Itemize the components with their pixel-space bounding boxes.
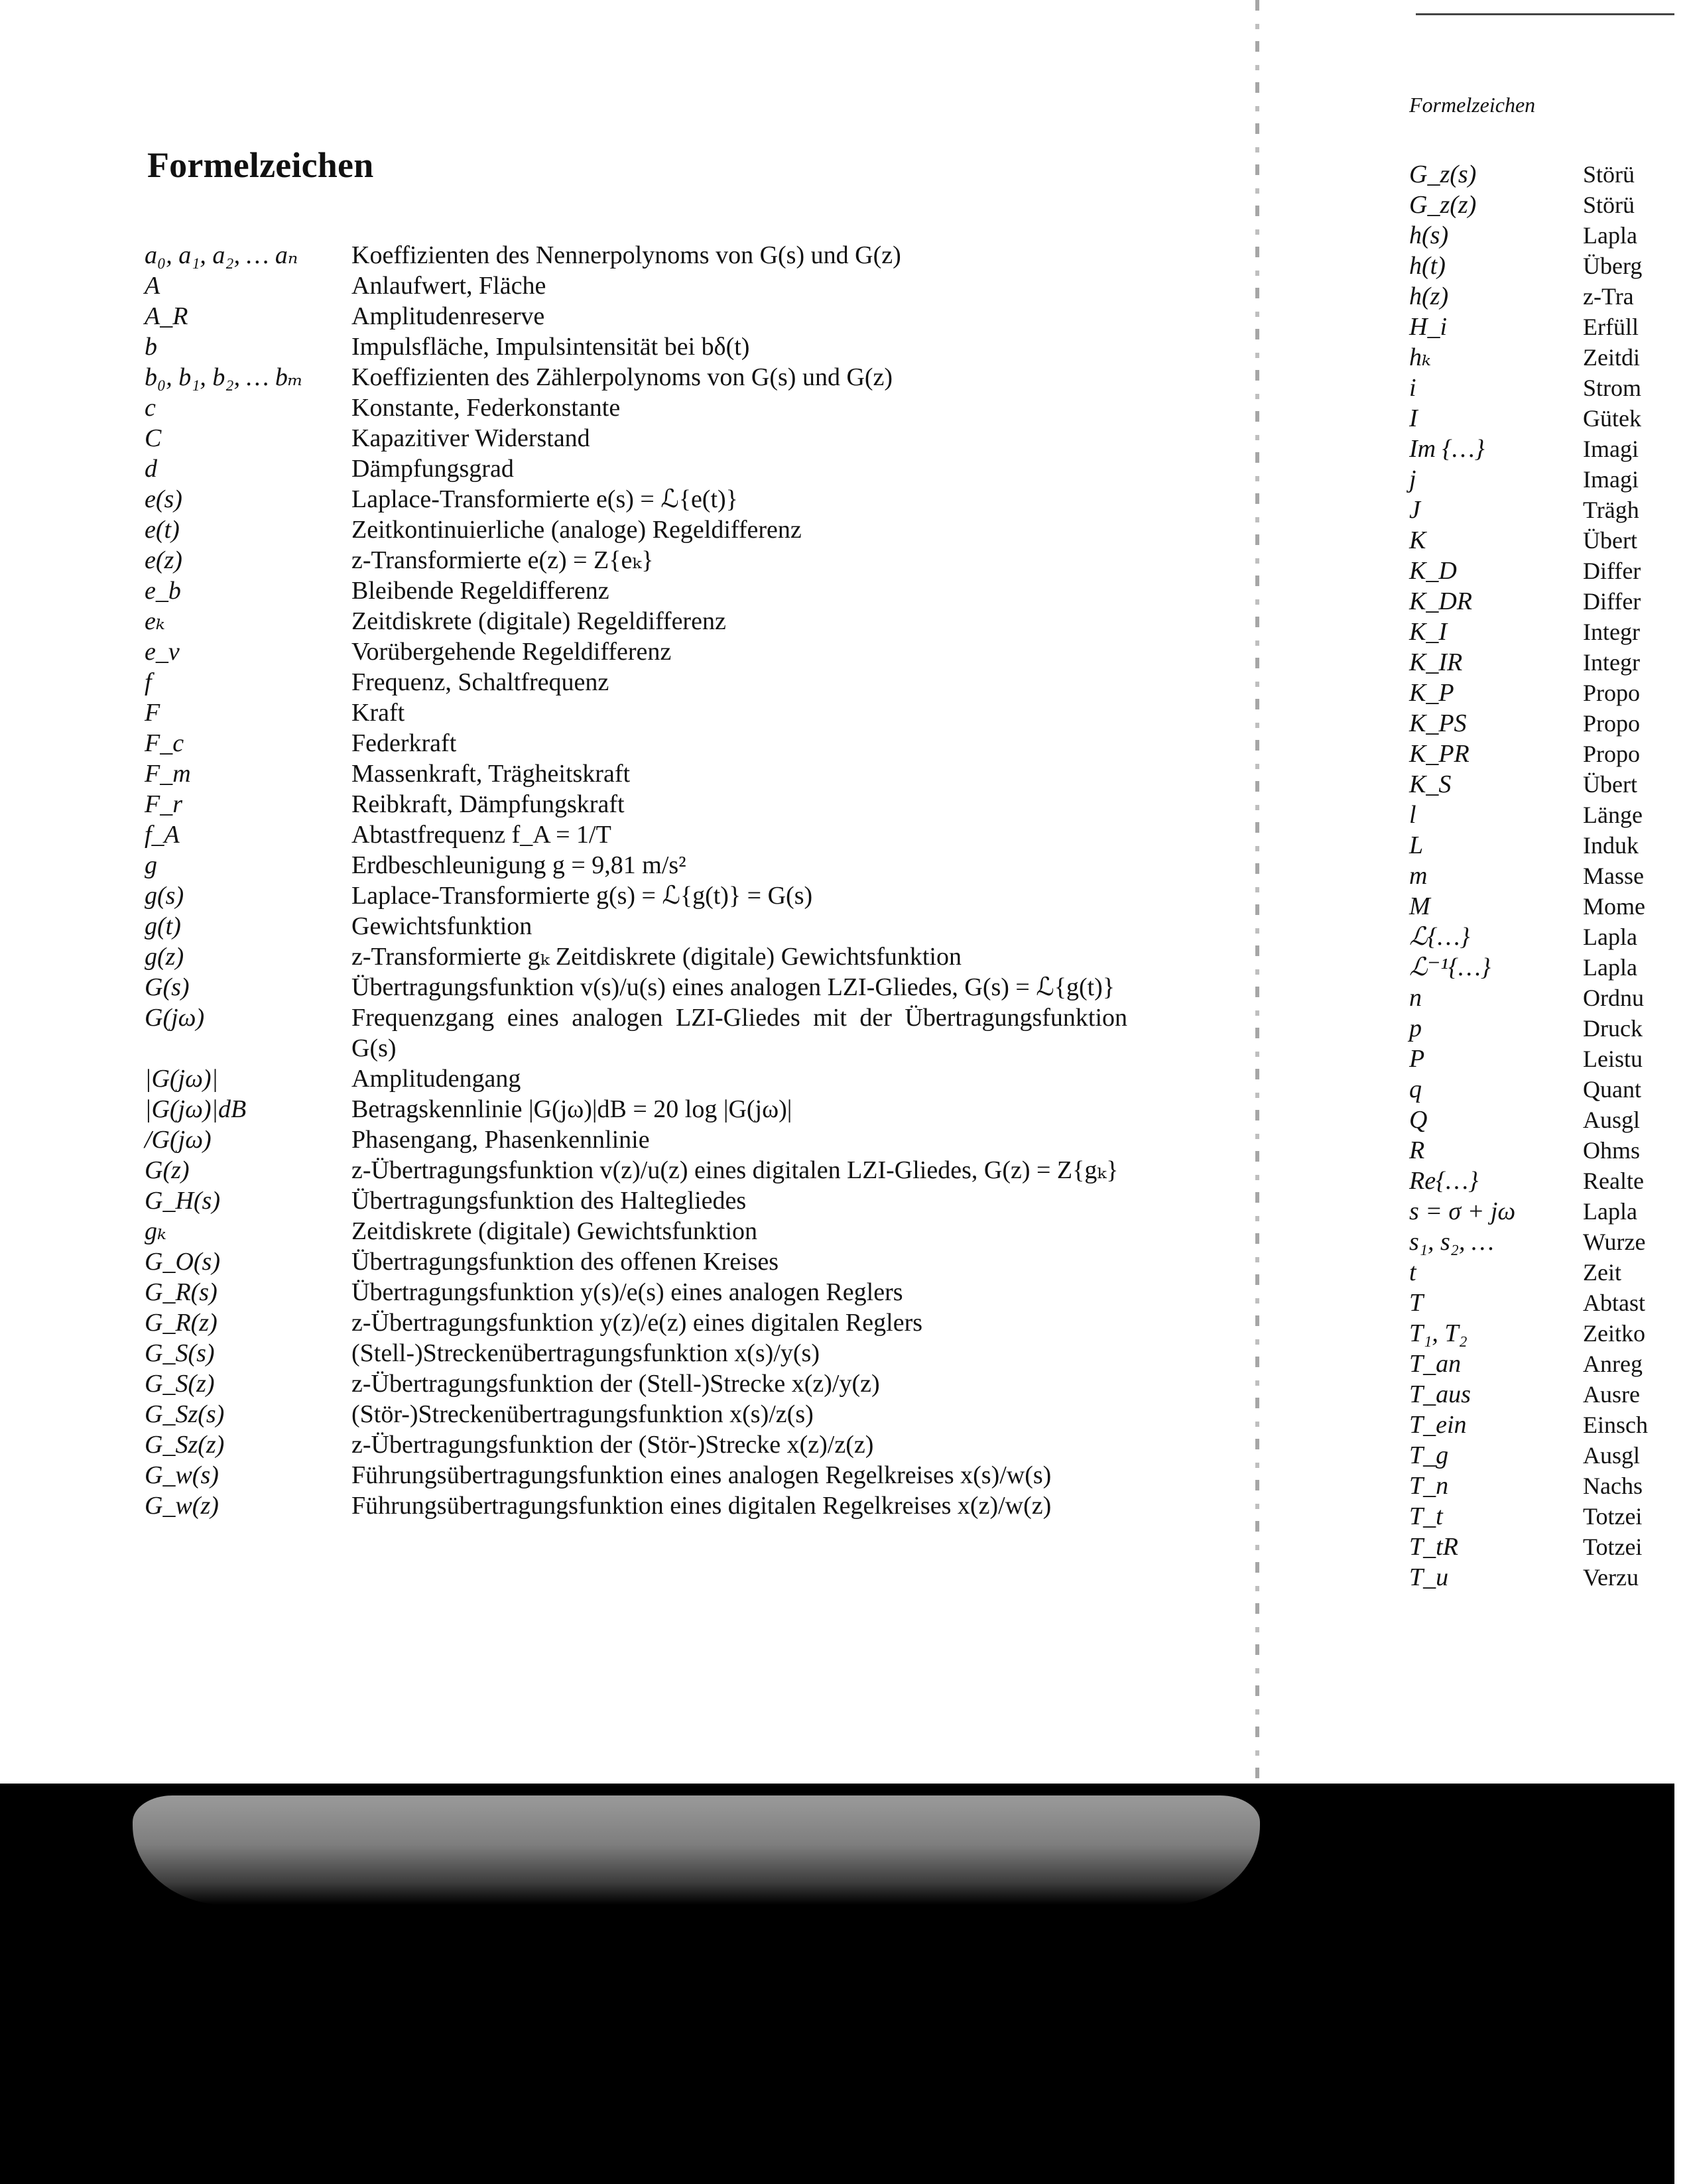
- symbol-entry: [1409, 1074, 1691, 1105]
- symbol-entry: [1409, 647, 1691, 678]
- symbol-list: [133, 240, 1127, 1521]
- symbol-entry: [133, 1246, 1127, 1277]
- symbol-entry: [133, 454, 1127, 484]
- symbol: c: [145, 394, 156, 422]
- symbol: K_PS: [1409, 709, 1467, 737]
- symbol: G_S(z): [145, 1370, 215, 1398]
- symbol-entry: [133, 515, 1127, 545]
- symbol: d: [145, 455, 157, 483]
- symbol-entry: [133, 606, 1127, 637]
- symbol-entry: [133, 545, 1127, 576]
- symbol-entry: [133, 850, 1127, 880]
- symbol-entry: [133, 819, 1127, 850]
- symbol-description: Leistu: [1583, 1046, 1643, 1072]
- symbol-description: Führungsübertragungsfunktion eines analogen Regelkreises x(s)/w(s): [351, 1461, 1052, 1489]
- symbol: G_O(s): [145, 1248, 220, 1276]
- symbol: G_H(s): [145, 1187, 220, 1215]
- symbol-description: Laplace-Transformierte e(s) = ℒ{e(t)}: [351, 485, 738, 513]
- symbol: M: [1409, 892, 1430, 920]
- symbol-entry: [133, 698, 1127, 728]
- symbol-description: Übert: [1583, 527, 1637, 554]
- symbol-entry: [1409, 1318, 1691, 1349]
- symbol: T_n: [1409, 1472, 1449, 1500]
- symbol-entry: [133, 728, 1127, 758]
- symbol-entry: [1409, 159, 1691, 190]
- symbol-description: z-Übertragungsfunktion v(z)/u(z) eines digitalen LZI-Gliedes, G(z) = Z{gₖ}: [351, 1156, 1119, 1184]
- symbol: P: [1409, 1045, 1425, 1073]
- symbol: g: [145, 851, 157, 879]
- symbol: K: [1409, 526, 1426, 554]
- symbol-entry: [133, 1094, 1127, 1124]
- symbol: p: [1409, 1014, 1422, 1042]
- symbol-entry: [133, 240, 1127, 271]
- symbol-entry: [1409, 495, 1691, 525]
- symbol-entry: [1409, 617, 1691, 647]
- symbol: G_z(z): [1409, 191, 1477, 219]
- symbol: b: [145, 333, 157, 361]
- symbol-entry: [133, 576, 1127, 606]
- symbol-description: z-Übertragungsfunktion y(z)/e(z) eines digitalen Reglers: [351, 1309, 923, 1337]
- symbol-description: z-Übertragungsfunktion der (Stör-)Strecke x(z)/z(z): [351, 1431, 874, 1459]
- symbol: ℒ⁻¹{…}: [1409, 953, 1491, 981]
- symbol-entry: [133, 1338, 1127, 1368]
- symbol: g(s): [145, 882, 184, 910]
- symbol-description: Totzei: [1583, 1534, 1643, 1560]
- symbol-entry: [133, 1429, 1127, 1460]
- symbol-description: Amplitudenreserve: [351, 302, 545, 330]
- symbol-entry: [1409, 952, 1691, 983]
- symbol-description: Wurze: [1583, 1229, 1646, 1255]
- symbol-entry: [133, 362, 1127, 393]
- symbol-description: Erdbeschleunigung g = 9,81 m/s²: [351, 851, 686, 879]
- symbol: F_r: [145, 790, 182, 818]
- symbol: T_g: [1409, 1441, 1449, 1469]
- symbol-description: Induk: [1583, 832, 1639, 859]
- symbol-description: Zeitdi: [1583, 344, 1640, 371]
- symbol-description: Übertragungsfunktion des Haltegliedes: [351, 1187, 747, 1215]
- symbol: |G(jω)|: [145, 1065, 219, 1093]
- symbol-entry: [1409, 1013, 1691, 1044]
- symbol-description: Strom: [1583, 375, 1642, 401]
- symbol: T_ein: [1409, 1411, 1467, 1439]
- symbol-description: Störü: [1583, 161, 1635, 188]
- symbol: n: [1409, 984, 1422, 1012]
- running-header: Formelzeichen: [1409, 93, 1536, 117]
- symbol: R: [1409, 1136, 1425, 1164]
- symbol: j: [1409, 465, 1416, 493]
- symbol-entry: [1409, 1135, 1691, 1166]
- symbol: G_w(z): [145, 1492, 219, 1520]
- symbol-description: Quant: [1583, 1076, 1641, 1103]
- symbol-description: Differ: [1583, 558, 1641, 584]
- symbol: F_c: [145, 729, 184, 757]
- symbol-entry: [133, 972, 1127, 1002]
- symbol: K_P: [1409, 679, 1454, 707]
- symbol-entry: [1409, 464, 1691, 495]
- header-rule: [1416, 13, 1691, 15]
- symbol-entry: [133, 667, 1127, 698]
- symbol: G(z): [145, 1156, 190, 1184]
- symbol: G(s): [145, 973, 190, 1001]
- symbol-list-right: [1409, 159, 1691, 1593]
- symbol: F: [145, 699, 160, 727]
- symbol-description: Bleibende Regeldifferenz: [351, 577, 609, 605]
- symbol: Q: [1409, 1106, 1428, 1134]
- symbol-description: z-Transformierte e(z) = Z{eₖ}: [351, 546, 654, 574]
- symbol-description: Amplitudengang: [351, 1065, 521, 1093]
- symbol-entry: [133, 393, 1127, 423]
- symbol-description: Gütek: [1583, 405, 1641, 432]
- symbol: i: [1409, 374, 1416, 402]
- symbol: F_m: [145, 760, 191, 788]
- symbol: T₁, T₂: [1409, 1319, 1468, 1347]
- symbol: H_i: [1409, 313, 1447, 341]
- symbol: f: [145, 668, 152, 696]
- symbol: h(t): [1409, 252, 1446, 280]
- symbol-description: (Stör-)Streckenübertragungsfunktion x(s)/z(s): [351, 1400, 814, 1428]
- symbol: |G(jω)|dB: [145, 1095, 247, 1123]
- symbol-description: z-Transformierte gₖ Zeitdiskrete (digitale) Gewichtsfunktion: [351, 943, 962, 971]
- symbol-description: Anreg: [1583, 1351, 1643, 1377]
- symbol-description: (Stell-)Streckenübertragungsfunktion x(s)/y(s): [351, 1339, 820, 1367]
- symbol: e(s): [145, 485, 182, 513]
- symbol-description: Störü: [1583, 192, 1635, 218]
- symbol: e(z): [145, 546, 182, 574]
- symbol: A_R: [145, 302, 188, 330]
- symbol-entry: [1409, 1471, 1691, 1501]
- symbol-entry: [1409, 1410, 1691, 1440]
- symbol: G_R(s): [145, 1278, 218, 1306]
- symbol-entry: [1409, 1562, 1691, 1593]
- symbol-entry: [1409, 403, 1691, 434]
- symbol: T_aus: [1409, 1380, 1471, 1408]
- symbol-entry: [1409, 739, 1691, 769]
- symbol: s₁, s₂, …: [1409, 1228, 1494, 1256]
- symbol-entry: [133, 1277, 1127, 1307]
- symbol: gₖ: [145, 1217, 166, 1245]
- symbol-description: Zeitdiskrete (digitale) Regeldifferenz: [351, 607, 726, 635]
- symbol-entry: [1409, 1227, 1691, 1257]
- symbol-description: Ausgl: [1583, 1107, 1641, 1133]
- symbol-description: Konstante, Federkonstante: [351, 394, 621, 422]
- symbol: T_t: [1409, 1502, 1443, 1530]
- symbol: A: [145, 272, 160, 300]
- symbol-entry: [133, 637, 1127, 667]
- symbol-entry: [1409, 769, 1691, 800]
- symbol-description: Frequenzgang eines analogen LZI-Gliedes mit der Übertragungsfunktion G(s): [351, 1004, 1127, 1062]
- symbol-entry: [133, 1185, 1127, 1216]
- symbol-entry: [1409, 1532, 1691, 1562]
- symbol: t: [1409, 1258, 1416, 1286]
- symbol-description: Zeitkontinuierliche (analoge) Regeldifferenz: [351, 516, 802, 544]
- symbol-entry: [133, 758, 1127, 789]
- symbol-description: Gewichtsfunktion: [351, 912, 532, 940]
- symbol-description: Zeit: [1583, 1259, 1621, 1286]
- symbol-description: Lapla: [1583, 924, 1637, 950]
- symbol-description: Lapla: [1583, 222, 1637, 249]
- symbol-description: Dämpfungsgrad: [351, 455, 514, 483]
- symbol-entry: [133, 880, 1127, 911]
- symbol-description: Federkraft: [351, 729, 457, 757]
- symbol: K_I: [1409, 618, 1447, 646]
- symbol: G(jω): [145, 1004, 205, 1032]
- symbol-entry: [133, 1155, 1127, 1185]
- symbol: m: [1409, 862, 1428, 890]
- symbol: e_v: [145, 638, 180, 666]
- symbol-description: Mome: [1583, 893, 1645, 920]
- symbol-entry: [1409, 708, 1691, 739]
- symbol-entry: [133, 423, 1127, 454]
- symbol: q: [1409, 1075, 1422, 1103]
- symbol: G_R(z): [145, 1309, 218, 1337]
- symbol-entry: [133, 1002, 1127, 1063]
- symbol-description: Totzei: [1583, 1503, 1643, 1530]
- symbol-entry: [133, 1490, 1127, 1521]
- symbol-entry: [1409, 1105, 1691, 1135]
- symbol-description: Masse: [1583, 863, 1644, 889]
- symbol: hₖ: [1409, 343, 1431, 371]
- symbol: Re{…}: [1409, 1167, 1479, 1195]
- scan-blur-band: [133, 1795, 1260, 1905]
- symbol-description: Kraft: [351, 699, 405, 727]
- symbol-entry: [133, 789, 1127, 819]
- symbol: G_Sz(s): [145, 1400, 225, 1428]
- symbol-description: Übert: [1583, 771, 1637, 798]
- symbol: K_S: [1409, 770, 1452, 798]
- symbol-entry: [133, 1460, 1127, 1490]
- symbol: G_z(s): [1409, 160, 1477, 188]
- symbol-description: Frequenz, Schaltfrequenz: [351, 668, 609, 696]
- symbol-description: Nachs: [1583, 1473, 1643, 1499]
- symbol-description: Übertragungsfunktion des offenen Kreises: [351, 1248, 779, 1276]
- symbol-entry: [1409, 1288, 1691, 1318]
- symbol-entry: [1409, 1379, 1691, 1410]
- symbol-description: Laplace-Transformierte g(s) = ℒ{g(t)} = G(s): [351, 882, 813, 910]
- symbol-description: Integr: [1583, 649, 1640, 676]
- symbol-description: Reibkraft, Dämpfungskraft: [351, 790, 625, 818]
- symbol: C: [145, 424, 162, 452]
- symbol-entry: [1409, 800, 1691, 830]
- symbol-description: Koeffizienten des Zählerpolynoms von G(s) und G(z): [351, 363, 893, 391]
- symbol: T_tR: [1409, 1533, 1458, 1561]
- symbol-entry: [1409, 220, 1691, 251]
- symbol-description: Zeitko: [1583, 1320, 1645, 1347]
- page-title: Formelzeichen: [147, 145, 374, 185]
- symbol: K_IR: [1409, 648, 1463, 676]
- symbol-description: Überg: [1583, 253, 1643, 279]
- right-page: [1257, 0, 1691, 1790]
- symbol-entry: [133, 301, 1127, 332]
- symbol-description: Länge: [1583, 802, 1643, 828]
- symbol: K_D: [1409, 557, 1457, 585]
- symbol-entry: [133, 1399, 1127, 1429]
- symbol-description: Zeitdiskrete (digitale) Gewichtsfunktion: [351, 1217, 758, 1245]
- symbol: f_A: [145, 821, 180, 849]
- symbol-entry: [133, 271, 1127, 301]
- symbol-description: Einsch: [1583, 1412, 1648, 1438]
- symbol-entry: [1409, 830, 1691, 861]
- symbol-entry: [133, 332, 1127, 362]
- symbol-entry: [1409, 281, 1691, 312]
- symbol-entry: [133, 1063, 1127, 1094]
- symbol-description: Realte: [1583, 1168, 1644, 1194]
- symbol-description: Imagi: [1583, 436, 1639, 462]
- symbol-entry: [1409, 1440, 1691, 1471]
- symbol: Im {…}: [1409, 435, 1485, 463]
- symbol: e(t): [145, 516, 180, 544]
- symbol-entry: [133, 1216, 1127, 1246]
- symbol-description: Imagi: [1583, 466, 1639, 493]
- symbol: G_w(s): [145, 1461, 219, 1489]
- symbol-entry: [1409, 342, 1691, 373]
- symbol-description: Propo: [1583, 710, 1641, 737]
- symbol-entry: [1409, 251, 1691, 281]
- symbol: T_u: [1409, 1563, 1449, 1591]
- symbol-entry: [1409, 1166, 1691, 1196]
- symbol-description: Differ: [1583, 588, 1641, 615]
- symbol-description: Massenkraft, Trägheitskraft: [351, 760, 631, 788]
- scan-edge: [1674, 0, 1691, 2184]
- symbol-description: Trägh: [1583, 497, 1639, 523]
- symbol-description: Übertragungsfunktion v(s)/u(s) eines analogen LZI-Gliedes, G(s) = ℒ{g(t)}: [351, 973, 1115, 1001]
- symbol-entry: [1409, 434, 1691, 464]
- symbol: L: [1409, 831, 1424, 859]
- symbol-description: Anlaufwert, Fläche: [351, 272, 546, 300]
- symbol-entry: [133, 1124, 1127, 1155]
- symbol: T_an: [1409, 1350, 1462, 1378]
- symbol-description: Lapla: [1583, 954, 1637, 981]
- symbol-description: Propo: [1583, 680, 1641, 706]
- symbol-entry: [1409, 190, 1691, 220]
- symbol: a₀, a₁, a₂, … aₙ: [145, 241, 298, 269]
- symbol-description: Übertragungsfunktion y(s)/e(s) eines analogen Reglers: [351, 1278, 903, 1306]
- symbol: K_PR: [1409, 740, 1470, 768]
- symbol-description: Impulsfläche, Impulsintensität bei bδ(t): [351, 333, 750, 361]
- symbol-entry: [1409, 373, 1691, 403]
- symbol: g(t): [145, 912, 181, 940]
- symbol: h(s): [1409, 221, 1449, 249]
- symbol-description: Druck: [1583, 1015, 1643, 1042]
- symbol: e_b: [145, 577, 181, 605]
- symbol: h(z): [1409, 282, 1449, 310]
- symbol-entry: [133, 484, 1127, 515]
- symbol: g(z): [145, 943, 184, 971]
- symbol-entry: [133, 941, 1127, 972]
- symbol-description: Betragskennlinie |G(jω)|dB = 20 log |G(jω)|: [351, 1095, 792, 1123]
- symbol: G_Sz(z): [145, 1431, 225, 1459]
- symbol: l: [1409, 801, 1416, 829]
- symbol-entry: [1409, 861, 1691, 891]
- symbol-entry: [1409, 1349, 1691, 1379]
- symbol-description: Abtast: [1583, 1290, 1645, 1316]
- symbol-description: Kapazitiver Widerstand: [351, 424, 590, 452]
- symbol-entry: [1409, 678, 1691, 708]
- symbol-description: Propo: [1583, 741, 1641, 767]
- symbol-description: Verzu: [1583, 1564, 1639, 1591]
- symbol-description: Erfüll: [1583, 314, 1639, 340]
- symbol-entry: [1409, 1501, 1691, 1532]
- symbol-entry: [1409, 525, 1691, 556]
- symbol-description: z-Übertragungsfunktion der (Stell-)Strecke x(z)/y(z): [351, 1370, 880, 1398]
- symbol-description: Koeffizienten des Nennerpolynoms von G(s) und G(z): [351, 241, 901, 269]
- symbol: ℒ{…}: [1409, 923, 1470, 951]
- symbol: I: [1409, 404, 1418, 432]
- symbol-description: Lapla: [1583, 1198, 1637, 1225]
- symbol-description: Ausre: [1583, 1381, 1640, 1408]
- symbol: K_DR: [1409, 587, 1472, 615]
- symbol-entry: [1409, 983, 1691, 1013]
- symbol-entry: [133, 1368, 1127, 1399]
- symbol: s = σ + jω: [1409, 1197, 1516, 1225]
- symbol-entry: [133, 1307, 1127, 1338]
- symbol-description: Ohms: [1583, 1137, 1641, 1164]
- symbol-description: Phasengang, Phasenkennlinie: [351, 1126, 650, 1154]
- symbol: J: [1409, 496, 1420, 524]
- symbol-entry: [133, 911, 1127, 941]
- symbol-description: Ausgl: [1583, 1442, 1641, 1469]
- symbol-description: z-Tra: [1583, 283, 1634, 310]
- symbol: b₀, b₁, b₂, … bₘ: [145, 363, 304, 391]
- symbol: T: [1409, 1289, 1424, 1317]
- symbol: /G(jω): [145, 1126, 212, 1154]
- symbol-description: Integr: [1583, 619, 1640, 645]
- symbol-entry: [1409, 922, 1691, 952]
- symbol: G_S(s): [145, 1339, 215, 1367]
- symbol-description: Führungsübertragungsfunktion eines digitalen Regelkreises x(z)/w(z): [351, 1492, 1052, 1520]
- symbol-entry: [1409, 891, 1691, 922]
- symbol-entry: [1409, 556, 1691, 586]
- symbol-entry: [1409, 1196, 1691, 1227]
- symbol-description: Vorübergehende Regeldifferenz: [351, 638, 672, 666]
- symbol: eₖ: [145, 607, 165, 635]
- symbol-description: Ordnu: [1583, 985, 1644, 1011]
- symbol-entry: [1409, 1044, 1691, 1074]
- symbol-entry: [1409, 586, 1691, 617]
- symbol-description: Abtastfrequenz f_A = 1/T: [351, 821, 611, 849]
- symbol-entry: [1409, 312, 1691, 342]
- symbol-entry: [1409, 1257, 1691, 1288]
